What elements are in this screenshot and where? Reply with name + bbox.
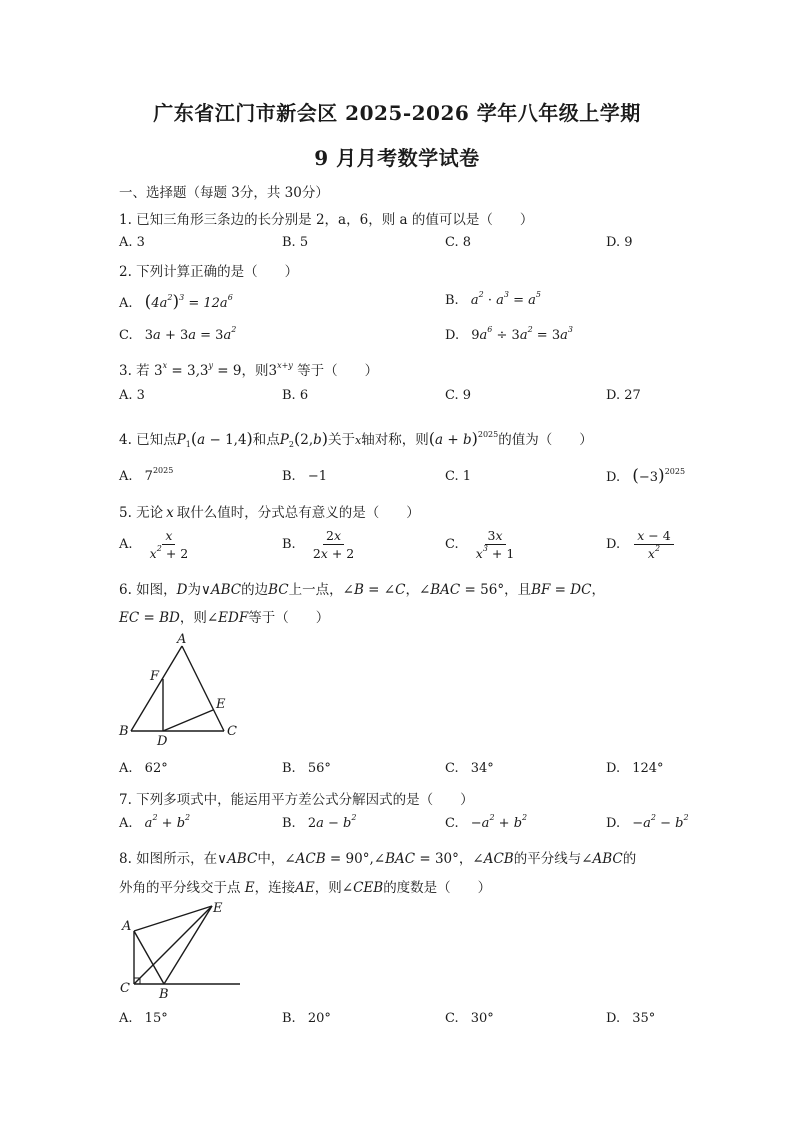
q3-stem-part1: 3. 若 (119, 363, 150, 379)
fig6-label-b: B (119, 724, 129, 739)
q4-option-d-label: D. (606, 470, 621, 485)
q4-option-d: D. $(-3)^{2025}$ (606, 466, 686, 486)
q1-option-d: D. 9 (606, 235, 633, 250)
q6-stem-part8: 等于（ ） (248, 610, 330, 626)
q3-option-a: A. 3 (119, 388, 145, 403)
q4-stem-part1: 4. 已知点 (119, 432, 177, 448)
q6-option-b-value: 56° (307, 761, 331, 776)
q5-option-d: D. $\frac{x - 4}{x^2}$ (606, 528, 674, 561)
fig8-label-a: A (122, 919, 132, 934)
q4-option-b: B. −1 (282, 469, 327, 484)
q2-option-a-label: A. (119, 296, 133, 311)
q8-option-c (445, 1011, 494, 1026)
q4-stem-part2: 和点 (252, 432, 280, 448)
q7-option-b-label: B. (282, 816, 296, 831)
q5-stem-part1: 5. 无论 (119, 505, 164, 521)
q6-stem-part6: ， (591, 582, 605, 598)
q2-option-b-label: B. (445, 293, 459, 308)
q8-option-a-value: 15° (144, 1011, 168, 1026)
q7-option-c: C. $-a^2 + b^2$ (445, 813, 528, 831)
q3-option-d: D. 27 (606, 388, 641, 403)
fig8-segment-ce (134, 906, 212, 984)
q5-option-b: B. $\frac{2x}{2x + 2}$ (282, 528, 355, 561)
q2-option-a: A. $(4a^2)^3 = 12a^6$ (119, 292, 233, 312)
q6-stem-part3: 的边 (241, 582, 269, 598)
q6-option-d-value: 124° (632, 761, 664, 776)
q8-stem-part3: 的平分线与 (513, 851, 582, 867)
exam-title-line1: 广东省江门市新会区 2025-2026 学年八年级上学期 (153, 101, 641, 125)
q2-option-d: D. $9a^6 \div 3a^2 = 3a^3$ (445, 325, 573, 343)
q8-option-b-label: B. (282, 1011, 296, 1026)
question-1-stem: 1. 已知三角形三条边的长分别是 2，a，6，则 a 的值可以是（ ） (119, 212, 534, 228)
q2-option-c-label: C. (119, 328, 133, 343)
section-heading: 一、选择题（每题 3分，共 30分） (119, 185, 329, 201)
fig8-label-c: C (120, 981, 130, 996)
q8-option-c-value: 30° (470, 1011, 494, 1026)
q8-stem2-part1: 外角的平分线交于点 (119, 880, 245, 896)
q7-option-a-label: A. (119, 816, 133, 831)
q6-stem-part2: 为 (187, 582, 201, 598)
q5-option-c: C. $\frac{3x}{x^3 + 1}$ (445, 528, 515, 561)
q8-stem-part4: 的 (622, 851, 637, 867)
q6-stem-part1: 6. 如图， (119, 582, 177, 598)
q5-option-c-label: C. (445, 537, 459, 552)
question-2-stem: 2. 下列计算正确的是（ ） (119, 264, 299, 280)
q7-option-c-label: C. (445, 816, 459, 831)
q7-option-d-label: D. (606, 816, 621, 831)
q8-option-c-label: C. (445, 1011, 459, 1026)
q5-option-a: A. $\frac{x}{x^2 + 2}$ (119, 528, 189, 561)
q2-option-d-label: D. (445, 328, 460, 343)
question-4-stem: 4. 已知点$P_1(a - 1,4)$和点$P_2(2,b)$关于x轴对称，则$(a + b)^{2025}$的值为（ ） (119, 429, 593, 449)
q3-stem-part3: 等于（ ） (297, 363, 379, 379)
q6-option-c-label: C. (445, 761, 459, 776)
q3-option-b: B. 6 (282, 388, 309, 403)
q5-option-b-label: B. (282, 537, 296, 552)
q5-option-a-label: A. (119, 537, 133, 552)
fig8-label-e: E (213, 901, 223, 916)
q8-option-b (282, 1011, 331, 1026)
q4-stem-part4: 轴对称，则 (361, 432, 429, 448)
fig8-side-ab (134, 931, 164, 984)
q1-option-a: A. 3 (119, 235, 145, 250)
q6-stem-part7: ，则 (179, 610, 207, 626)
q8-stem2-part4: 的度数是（ ） (383, 880, 492, 896)
q7-option-d: D. $-a^2 - b^2$ (606, 813, 689, 831)
q2-option-c: C. $3a + 3a = 3a^2$ (119, 325, 237, 343)
q4-stem-part5: 的值为（ ） (498, 432, 593, 448)
fig8-label-b: B (159, 987, 169, 1002)
q4-option-c: C. 1 (445, 469, 472, 484)
q4-option-a-label: A. (119, 469, 133, 484)
q6-option-d-label: D. (606, 761, 621, 776)
question-5-stem: 5. 无论 x 取什么值时，分式总有意义的是（ ） (119, 505, 420, 521)
fig6-label-f: F (150, 669, 160, 684)
q4-stem-part3: 关于 (328, 432, 356, 448)
q3-stem-part2: ，则 (241, 363, 269, 379)
fig6-label-c: C (227, 724, 237, 739)
q1-option-b: B. 5 (282, 235, 309, 250)
question-8-stem-line1: 8. 如图所示，在∨ABC中，∠ACB = 90°,∠BAC = 30°，∠ACB的平分线与∠ABC的 (119, 851, 637, 867)
q4-option-b-label: B. (282, 469, 296, 484)
q4-option-a: A. $7^{2025}$ (119, 466, 174, 484)
fig8-segment-be (164, 906, 212, 984)
q8-option-d (606, 1011, 655, 1026)
q5-option-d-label: D. (606, 537, 621, 552)
q6-option-a-label: A. (119, 761, 133, 776)
exam-title-line2: 9 月月考数学试卷 (314, 146, 480, 170)
question-8-stem-line2: 外角的平分线交于点 E，连接AE，则∠CEB的度数是（ ） (119, 880, 492, 896)
fig6-label-e: E (216, 697, 226, 712)
q8-stem-part1: 8. 如图所示，在 (119, 851, 218, 867)
question-6-stem-line1: 6. 如图，D为∨ABC的边BC上一点，∠B = ∠C，∠BAC = 56°，且BF = DC， (119, 582, 605, 598)
q8-option-a (119, 1011, 168, 1026)
q8-stem2-part3: ，则 (314, 880, 342, 896)
q8-option-d-label: D. (606, 1011, 621, 1026)
q6-stem-part5: ，且 (504, 582, 532, 598)
q2-option-b: B. $a^2 \cdot a^3 = a^5$ (445, 290, 541, 308)
q8-stem2-part2: ，连接 (254, 880, 296, 896)
q8-option-b-value: 20° (307, 1011, 331, 1026)
q8-option-d-value: 35° (632, 1011, 656, 1026)
question-6-stem-line2: EC = BD，则∠EDF等于（ ） (119, 610, 330, 626)
q6-stem-part4: 上一点， (288, 582, 343, 598)
q1-option-c: C. 8 (445, 235, 472, 250)
q8-option-a-label: A. (119, 1011, 133, 1026)
question-7-stem: 7. 下列多项式中，能运用平方差公式分解因式的是（ ） (119, 792, 474, 808)
q7-option-b: B. $2a - b^2$ (282, 813, 357, 831)
q6-option-a-value: 62° (144, 761, 168, 776)
q3-option-c: C. 9 (445, 388, 472, 403)
q8-stem-part2: 中， (257, 851, 285, 867)
q5-stem-part2: 取什么值时，分式总有意义的是（ ） (176, 505, 420, 521)
q7-option-a: A. $a^2 + b^2$ (119, 813, 191, 831)
question-3-stem: 3. 若 $3^x = 3,3^y = 9$，则$3^{x+y}$ 等于（ ） (119, 361, 379, 379)
q6-option-b-label: B. (282, 761, 296, 776)
q6-option-c-value: 34° (470, 761, 494, 776)
fig6-label-d: D (157, 734, 168, 749)
fig6-label-a: A (177, 632, 187, 647)
